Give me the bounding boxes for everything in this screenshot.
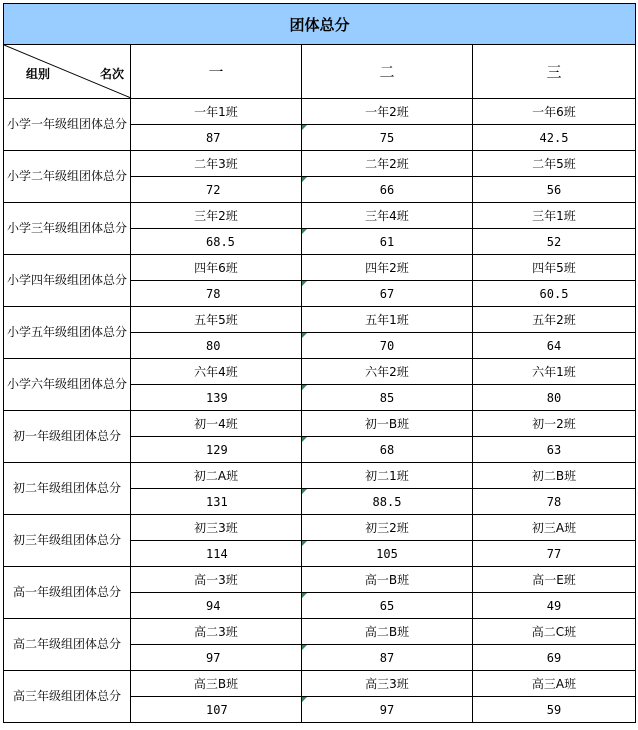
score-cell-rank-2[interactable] [302, 125, 473, 151]
score-cell-rank-2[interactable] [302, 489, 473, 515]
score-value: 114 [206, 546, 228, 561]
score-value: 68.5 [206, 234, 235, 249]
number-as-text-marker-icon [302, 697, 307, 702]
score-cell-rank-1[interactable] [131, 645, 302, 671]
number-as-text-marker-icon [302, 177, 307, 182]
class-row [4, 671, 636, 697]
score-cell-rank-2[interactable] [302, 177, 473, 203]
score-value: 75 [379, 130, 395, 145]
score-value: 67 [379, 286, 395, 301]
score-value: 70 [379, 338, 395, 353]
score-value: 88.5 [372, 494, 402, 509]
class-cell-rank-1[interactable]: 三年2班 [131, 203, 302, 229]
class-cell-rank-3[interactable]: 初一2班 [473, 411, 636, 437]
class-cell-rank-2[interactable]: 高二B班 [302, 619, 473, 645]
score-value: 61 [379, 234, 395, 249]
class-cell-rank-2[interactable]: 初三2班 [302, 515, 473, 541]
number-as-text-marker-icon [302, 645, 307, 650]
score-cell-rank-1[interactable] [131, 281, 302, 307]
score-value: 60.5 [539, 286, 569, 301]
group-name-cell[interactable]: 初一年级组团体总分 [4, 411, 131, 463]
score-value: 59 [546, 702, 562, 717]
group-name-cell[interactable]: 高三年级组团体总分 [4, 671, 131, 723]
class-cell-rank-3[interactable]: 初三A班 [473, 515, 636, 541]
score-cell-rank-3[interactable] [473, 177, 636, 203]
score-value: 97 [206, 650, 221, 665]
group-name-cell[interactable]: 小学一年级组团体总分 [4, 99, 131, 151]
class-cell-rank-3[interactable]: 五年2班 [473, 307, 636, 333]
score-value: 105 [376, 546, 398, 561]
score-value: 77 [546, 546, 562, 561]
score-cell-rank-1[interactable] [131, 125, 302, 151]
number-as-text-marker-icon [302, 125, 307, 130]
group-name-cell[interactable]: 高一年级组团体总分 [4, 567, 131, 619]
score-value: 65 [379, 598, 395, 613]
rank-header-2[interactable]: 二 [302, 45, 473, 99]
class-row [4, 203, 636, 229]
score-cell-rank-3[interactable] [473, 697, 636, 723]
number-as-text-marker-icon [302, 333, 307, 338]
corner-label-group: 组别 [26, 67, 51, 81]
class-cell-rank-2[interactable]: 六年2班 [302, 359, 473, 385]
score-cell-rank-1[interactable] [131, 333, 302, 359]
score-value: 69 [546, 650, 562, 665]
score-cell-rank-2[interactable] [302, 697, 473, 723]
score-value: 72 [206, 182, 221, 197]
class-cell-rank-3[interactable]: 四年5班 [473, 255, 636, 281]
group-name-cell[interactable]: 初二年级组团体总分 [4, 463, 131, 515]
class-cell-rank-1[interactable]: 高三B班 [131, 671, 302, 697]
score-cell-rank-3[interactable] [473, 541, 636, 567]
score-value: 63 [546, 442, 562, 457]
class-row [4, 151, 636, 177]
table-title[interactable]: 团体总分 [4, 4, 636, 45]
number-as-text-marker-icon [302, 593, 307, 598]
class-cell-rank-3[interactable]: 二年5班 [473, 151, 636, 177]
class-cell-rank-2[interactable]: 二年2班 [302, 151, 473, 177]
class-cell-rank-1[interactable]: 五年5班 [131, 307, 302, 333]
score-cell-rank-2[interactable] [302, 385, 473, 411]
group-name-cell[interactable]: 小学五年级组团体总分 [4, 307, 131, 359]
group-name-cell[interactable]: 高二年级组团体总分 [4, 619, 131, 671]
class-cell-rank-3[interactable]: 高三A班 [473, 671, 636, 697]
class-cell-rank-2[interactable]: 四年2班 [302, 255, 473, 281]
class-row [4, 255, 636, 281]
class-cell-rank-2[interactable]: 高三3班 [302, 671, 473, 697]
score-cell-rank-1[interactable] [131, 489, 302, 515]
number-as-text-marker-icon [302, 489, 307, 494]
number-as-text-marker-icon [302, 541, 307, 546]
class-cell-rank-1[interactable]: 四年6班 [131, 255, 302, 281]
corner-label-rank: 名次 [99, 67, 124, 81]
score-cell-rank-2[interactable] [302, 281, 473, 307]
group-name-cell[interactable]: 小学二年级组团体总分 [4, 151, 131, 203]
group-name-cell[interactable]: 初三年级组团体总分 [4, 515, 131, 567]
class-cell-rank-2[interactable]: 初一B班 [302, 411, 473, 437]
score-value: 129 [206, 442, 228, 457]
score-cell-rank-3[interactable] [473, 125, 636, 151]
team-score-table [3, 3, 636, 723]
score-cell-rank-3[interactable] [473, 645, 636, 671]
class-cell-rank-2[interactable]: 一年2班 [302, 99, 473, 125]
class-row [4, 307, 636, 333]
class-row [4, 359, 636, 385]
score-cell-rank-1[interactable] [131, 229, 302, 255]
score-value: 42.5 [539, 130, 569, 145]
score-cell-rank-2[interactable] [302, 645, 473, 671]
rank-header-1[interactable]: 一 [131, 45, 302, 99]
class-cell-rank-1[interactable]: 高二3班 [131, 619, 302, 645]
class-cell-rank-3[interactable]: 高二C班 [473, 619, 636, 645]
score-cell-rank-2[interactable] [302, 593, 473, 619]
score-cell-rank-3[interactable] [473, 437, 636, 463]
number-as-text-marker-icon [302, 281, 307, 286]
score-cell-rank-2[interactable] [302, 333, 473, 359]
class-row [4, 463, 636, 489]
score-cell-rank-1[interactable] [131, 697, 302, 723]
class-cell-rank-1[interactable]: 初三3班 [131, 515, 302, 541]
score-value: 78 [546, 494, 562, 509]
class-cell-rank-2[interactable]: 初二1班 [302, 463, 473, 489]
score-cell-rank-3[interactable] [473, 333, 636, 359]
score-cell-rank-2[interactable] [302, 541, 473, 567]
score-value: 87 [379, 650, 395, 665]
score-cell-rank-1[interactable] [131, 541, 302, 567]
class-cell-rank-1[interactable]: 高一3班 [131, 567, 302, 593]
score-cell-rank-3[interactable] [473, 229, 636, 255]
score-value: 139 [206, 390, 228, 405]
score-cell-rank-2[interactable] [302, 437, 473, 463]
score-value: 97 [379, 702, 395, 717]
score-value: 49 [546, 598, 562, 613]
score-value: 52 [546, 234, 562, 249]
score-cell-rank-3[interactable] [473, 593, 636, 619]
score-value: 94 [206, 598, 221, 613]
class-cell-rank-1[interactable]: 六年4班 [131, 359, 302, 385]
score-cell-rank-3[interactable] [473, 385, 636, 411]
score-value: 85 [379, 390, 395, 405]
group-name-cell[interactable]: 小学三年级组团体总分 [4, 203, 131, 255]
class-row [4, 619, 636, 645]
corner-header-cell[interactable] [4, 45, 131, 99]
class-cell-rank-1[interactable]: 二年3班 [131, 151, 302, 177]
class-cell-rank-1[interactable]: 初一4班 [131, 411, 302, 437]
score-value: 80 [206, 338, 221, 353]
score-value: 56 [546, 182, 562, 197]
score-cell-rank-1[interactable] [131, 593, 302, 619]
class-cell-rank-2[interactable]: 五年1班 [302, 307, 473, 333]
score-value: 131 [206, 494, 228, 509]
score-value: 66 [379, 182, 395, 197]
score-cell-rank-1[interactable] [131, 437, 302, 463]
class-cell-rank-3[interactable]: 高一E班 [473, 567, 636, 593]
score-value: 64 [546, 338, 562, 353]
class-cell-rank-3[interactable]: 三年1班 [473, 203, 636, 229]
rank-header-3[interactable]: 三 [473, 45, 636, 99]
score-cell-rank-2[interactable] [302, 229, 473, 255]
class-cell-rank-3[interactable]: 六年1班 [473, 359, 636, 385]
number-as-text-marker-icon [302, 229, 307, 234]
score-value: 87 [206, 130, 221, 145]
score-cell-rank-3[interactable] [473, 489, 636, 515]
group-name-cell[interactable]: 小学六年级组团体总分 [4, 359, 131, 411]
score-value: 80 [546, 390, 562, 405]
class-row [4, 515, 636, 541]
class-cell-rank-1[interactable]: 初二A班 [131, 463, 302, 489]
score-cell-rank-1[interactable] [131, 177, 302, 203]
class-cell-rank-3[interactable]: 一年6班 [473, 99, 636, 125]
score-value: 107 [206, 702, 228, 717]
score-cell-rank-1[interactable] [131, 385, 302, 411]
score-value: 68 [379, 442, 395, 457]
class-row [4, 567, 636, 593]
number-as-text-marker-icon [302, 385, 307, 390]
class-cell-rank-2[interactable]: 高一B班 [302, 567, 473, 593]
number-as-text-marker-icon [302, 437, 307, 442]
class-row [4, 411, 636, 437]
group-name-cell[interactable]: 小学四年级组团体总分 [4, 255, 131, 307]
class-cell-rank-3[interactable]: 初二B班 [473, 463, 636, 489]
class-cell-rank-1[interactable]: 一年1班 [131, 99, 302, 125]
score-value: 78 [206, 286, 221, 301]
score-cell-rank-3[interactable] [473, 281, 636, 307]
class-cell-rank-2[interactable]: 三年4班 [302, 203, 473, 229]
class-row [4, 99, 636, 125]
